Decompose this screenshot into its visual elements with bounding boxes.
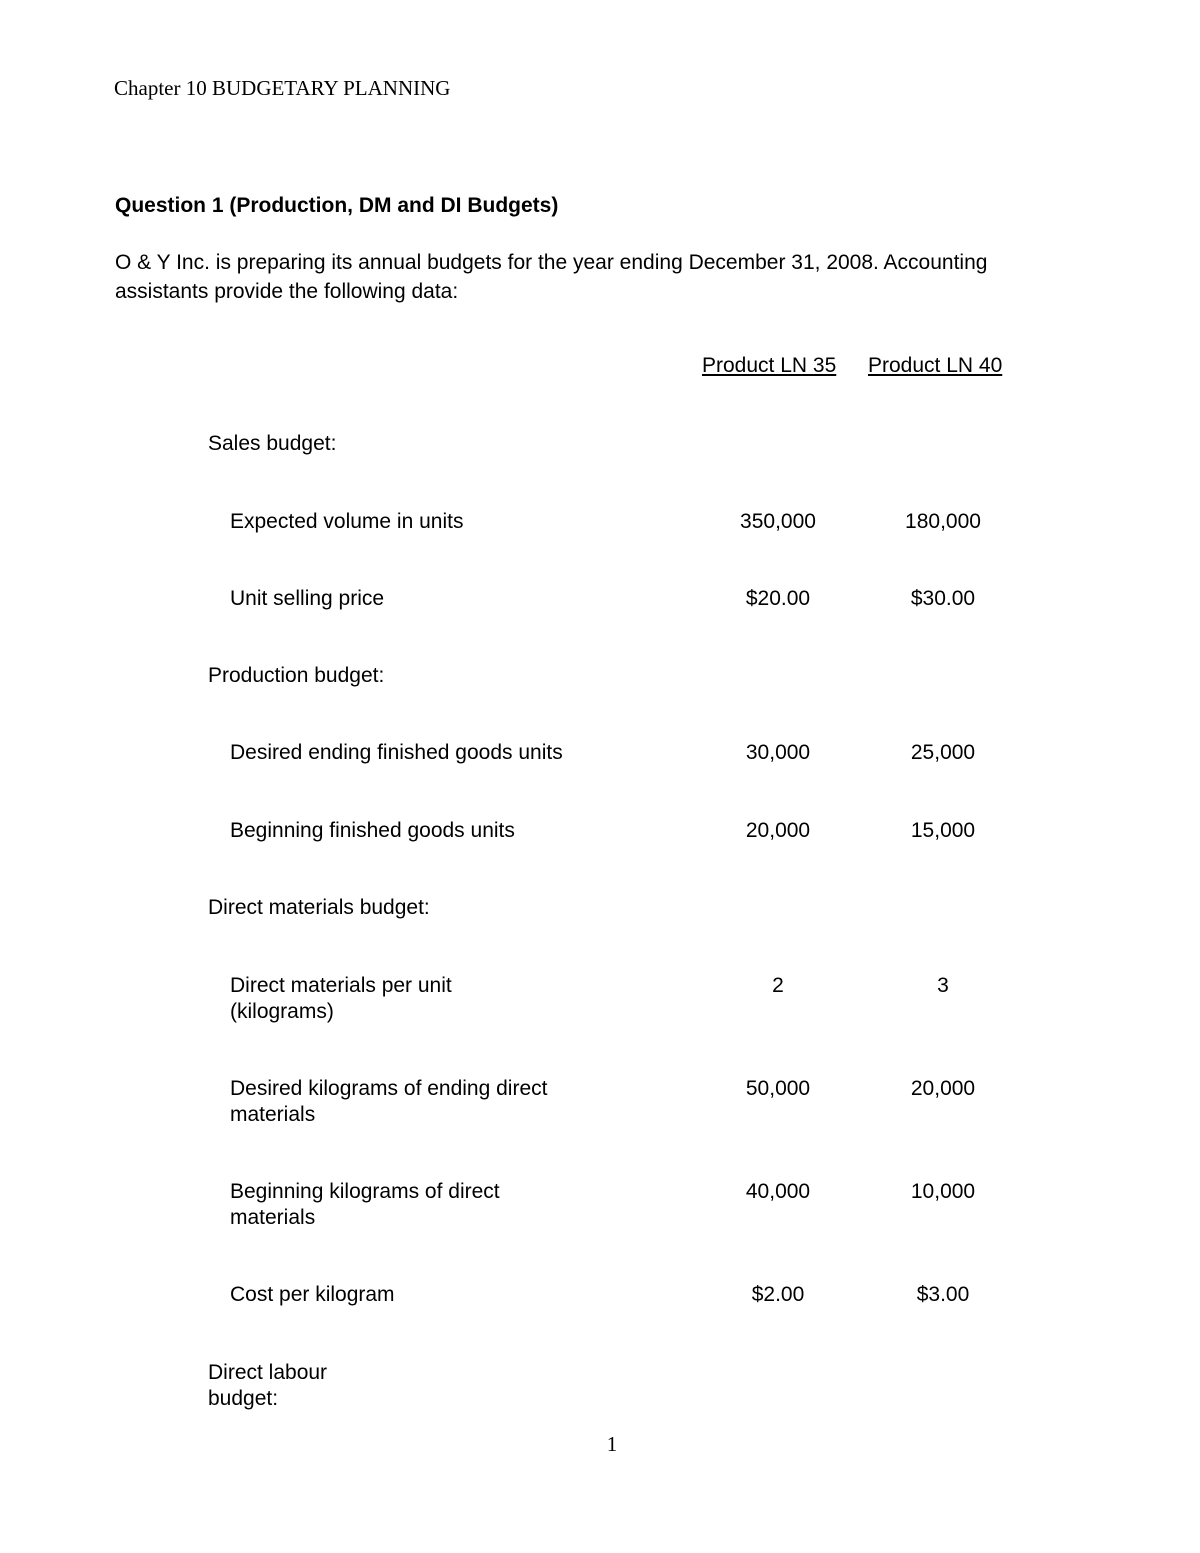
row-label-line-1: Desired kilograms of ending direct xyxy=(230,1077,548,1100)
page-number: 1 xyxy=(606,1432,618,1456)
section-label-labour xyxy=(208,1360,327,1412)
row-label-line-1: Beginning kilograms of direct xyxy=(230,1180,500,1203)
row-label: Desired ending finished goods units xyxy=(230,741,563,764)
value-ln40: 20,000 xyxy=(910,1077,976,1100)
intro-paragraph xyxy=(115,248,1115,306)
column-header-ln40: Product LN 40 xyxy=(868,354,1003,377)
section-label-line-2: budget: xyxy=(208,1387,279,1410)
section-label-sales: Sales budget: xyxy=(208,432,337,455)
value-ln40: 180,000 xyxy=(905,510,981,533)
value-ln40: 15,000 xyxy=(910,819,976,842)
value-ln35: 20,000 xyxy=(745,819,811,842)
page-header: Chapter 10 BUDGETARY PLANNING xyxy=(114,76,451,100)
row-label: Unit selling price xyxy=(230,587,385,610)
value-ln40: 3 xyxy=(937,974,949,997)
row-label-line-2: materials xyxy=(230,1206,316,1229)
value-ln35: $20.00 xyxy=(745,587,811,610)
column-header-ln35: Product LN 35 xyxy=(702,354,837,377)
value-ln35: 2 xyxy=(772,974,784,997)
intro-line-2: assistants provide the following data: xyxy=(115,280,459,303)
value-ln40: $30.00 xyxy=(910,587,976,610)
intro-line-1: O & Y Inc. is preparing its annual budgets for the year ending December 31, 2008. Accounting xyxy=(115,251,988,274)
value-ln35: 30,000 xyxy=(745,741,811,764)
value-ln35: $2.00 xyxy=(751,1283,805,1306)
row-label-line-2: (kilograms) xyxy=(230,1000,334,1023)
value-ln35: 50,000 xyxy=(745,1077,811,1100)
row-label xyxy=(230,973,610,1025)
row-label xyxy=(230,1179,610,1231)
row-label-line-1: Direct materials per unit xyxy=(230,974,452,997)
value-ln40: $3.00 xyxy=(916,1283,970,1306)
section-label-materials: Direct materials budget: xyxy=(208,896,430,919)
value-ln35: 40,000 xyxy=(745,1180,811,1203)
question-title: Question 1 (Production, DM and DI Budgets) xyxy=(115,194,559,217)
row-label xyxy=(230,1076,610,1128)
value-ln35: 350,000 xyxy=(740,510,816,533)
value-ln40: 10,000 xyxy=(910,1180,976,1203)
row-label: Beginning finished goods units xyxy=(230,819,515,842)
section-label-line-1: Direct labour xyxy=(208,1361,328,1384)
row-label: Cost per kilogram xyxy=(230,1283,395,1306)
value-ln40: 25,000 xyxy=(910,741,976,764)
section-label-production: Production budget: xyxy=(208,664,385,687)
row-label: Expected volume in units xyxy=(230,510,464,533)
row-label-line-2: materials xyxy=(230,1103,316,1126)
